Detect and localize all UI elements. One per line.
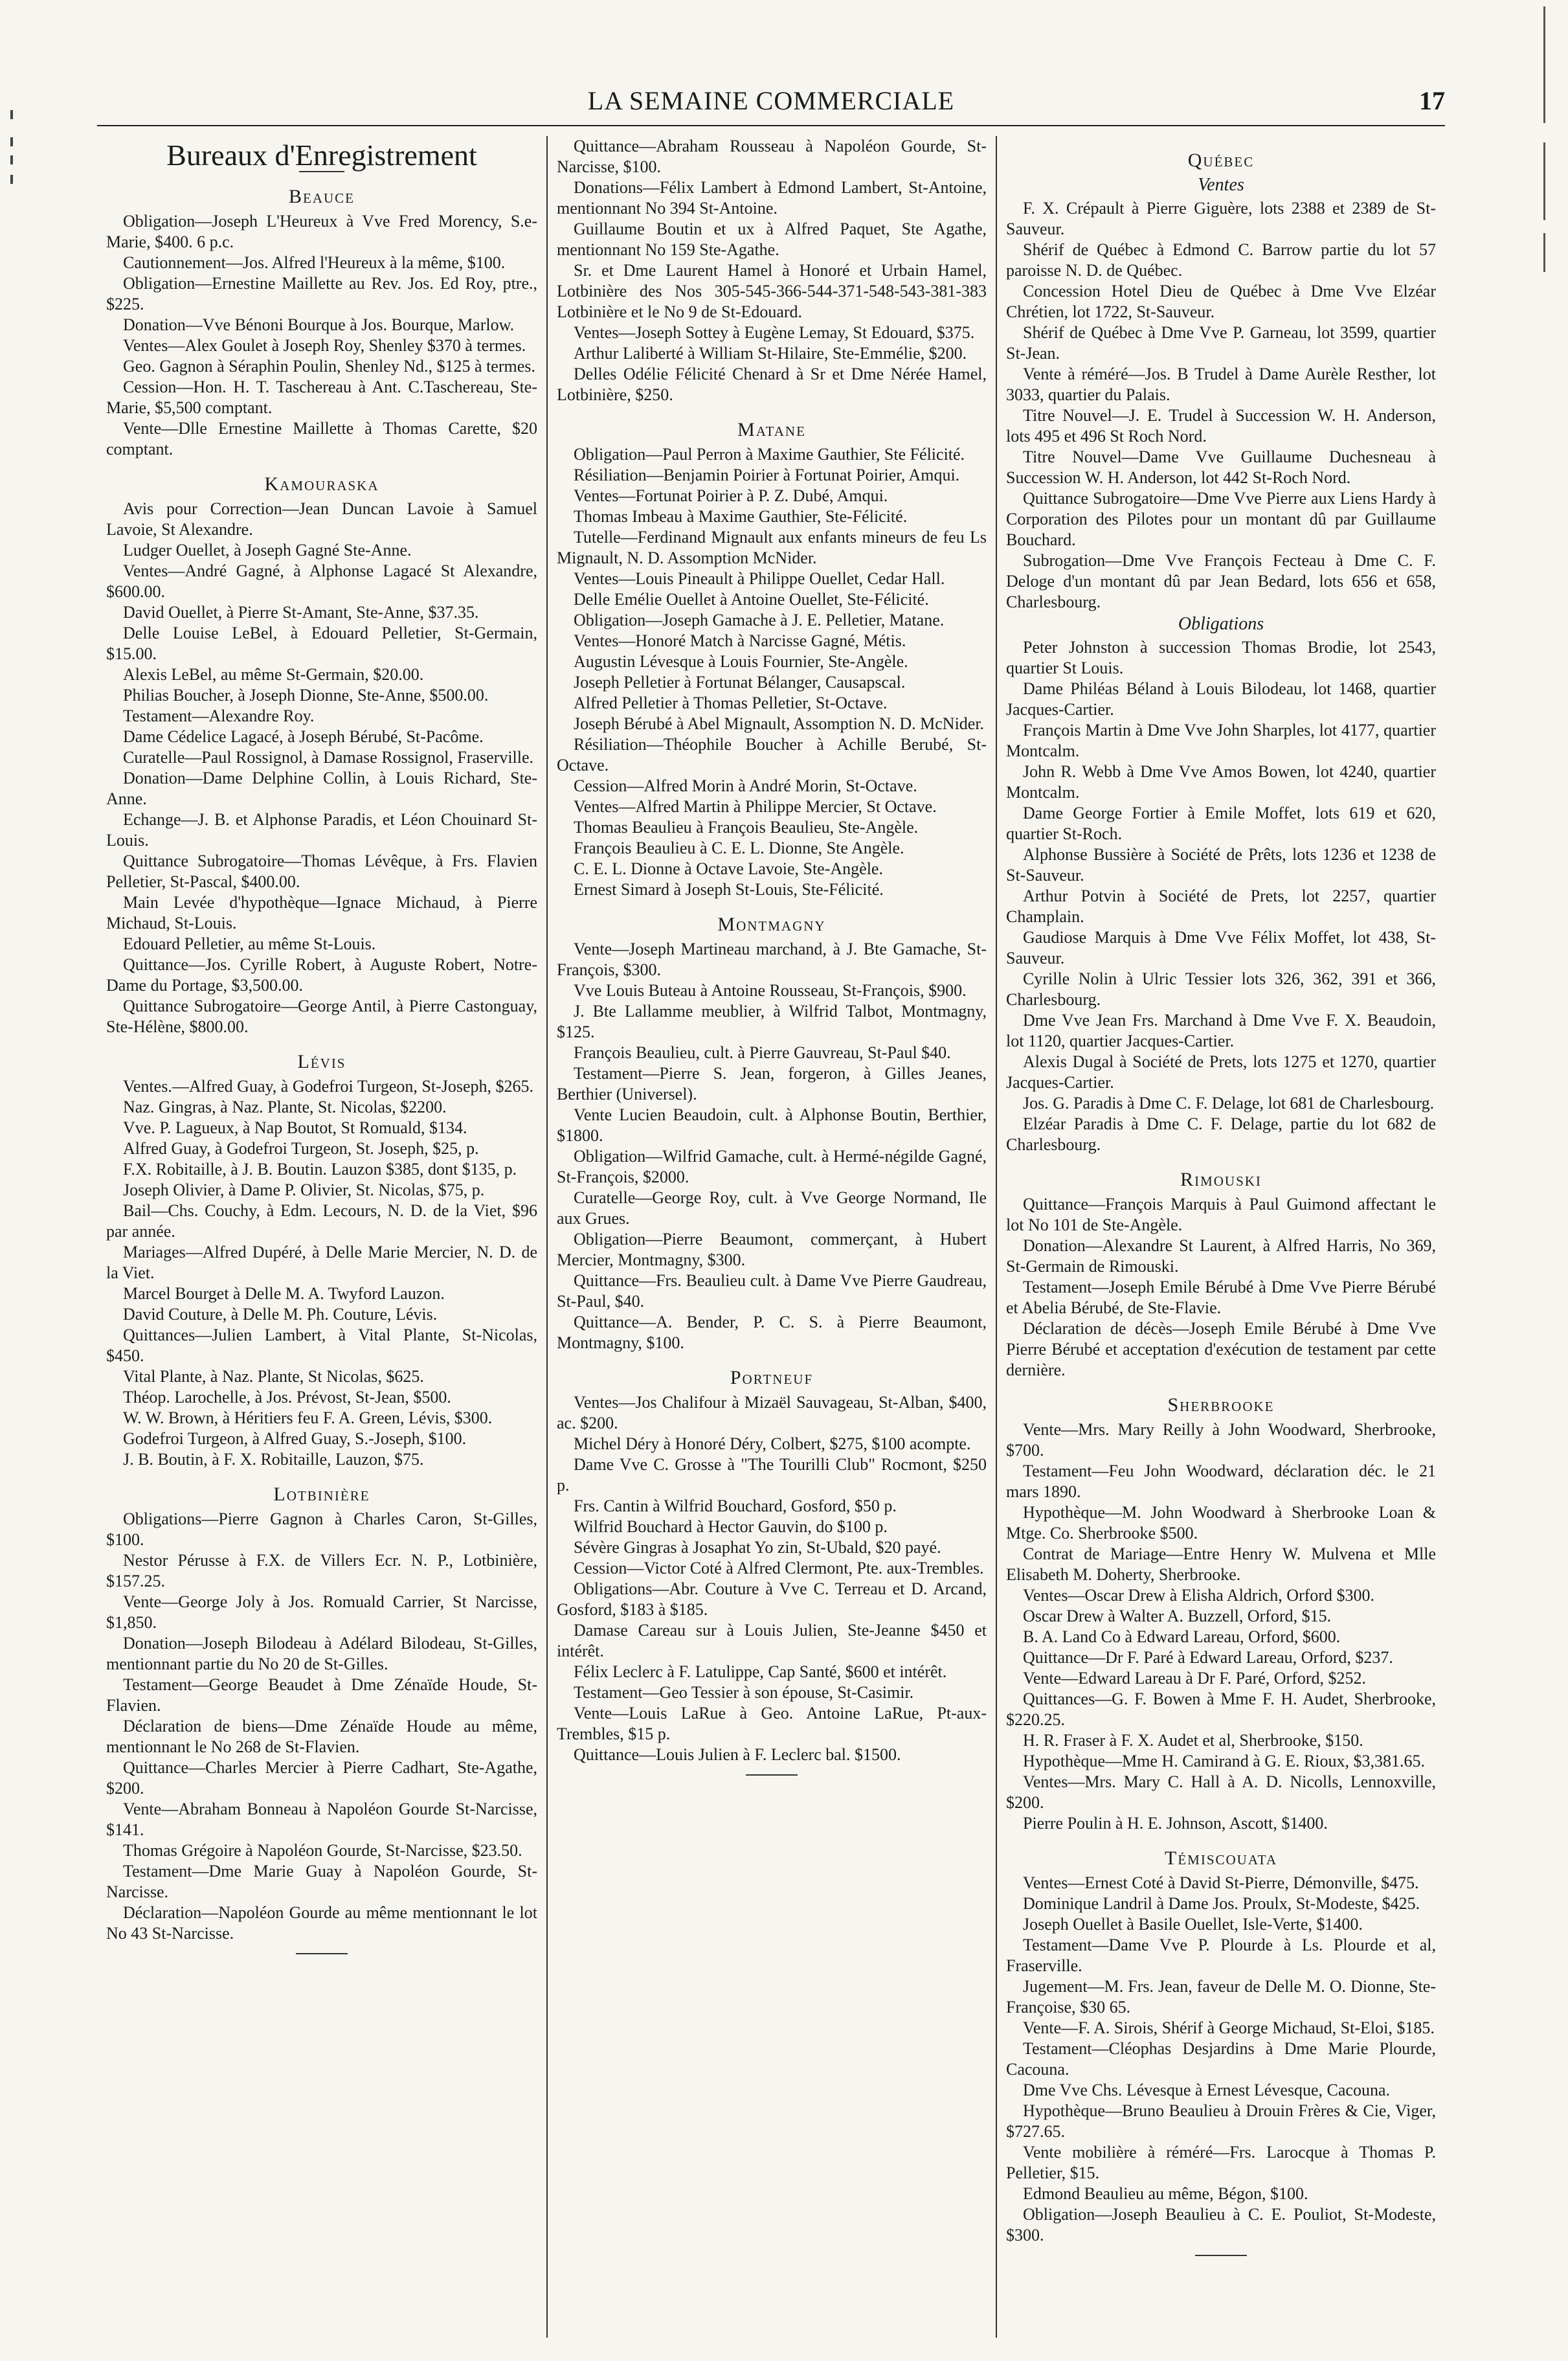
registry-entry: Testament—Joseph Emile Bérubé à Dme Vve Pierre Bérubé et Abelia Bérubé, de Ste-Flavie. bbox=[1006, 1278, 1436, 1317]
registry-entry: Vente—F. A. Sirois, Shérif à George Michaud, St-Eloi, $185. bbox=[1023, 2018, 1435, 2037]
registry-entry: Joseph Ouellet à Basile Ouellet, Isle-Verte, $1400. bbox=[1023, 1915, 1363, 1934]
registry-entry: Ludger Ouellet, à Joseph Gagné Ste-Anne. bbox=[123, 541, 412, 559]
registry-entry: Déclaration—Napoléon Gourde au même mentionnant le lot No 43 St-Narcisse. bbox=[106, 1903, 537, 1943]
registry-entry: Quittance—Frs. Beaulieu cult. à Dame Vve Pierre Gaudreau, St-Paul, $40. bbox=[557, 1271, 987, 1311]
registry-entry: Guillaume Boutin et ux à Alfred Paquet, Ste Agathe, mentionnant No 159 Ste-Agathe. bbox=[557, 220, 987, 259]
registry-entry: Ventes—Louis Pineault à Philippe Ouellet, Cedar Hall. bbox=[574, 569, 945, 588]
registry-entry: François Martin à Dme Vve John Sharples, lot 4177, quartier Montcalm. bbox=[1006, 721, 1436, 760]
registry-entry: Alexis LeBel, au même St-Germain, $20.00. bbox=[123, 665, 424, 684]
column-left bbox=[97, 136, 546, 2338]
registry-entry: Pierre Poulin à H. E. Johnson, Ascott, $1400. bbox=[1023, 1814, 1328, 1833]
registry-entry: Vente—George Joly à Jos. Romuald Carrier, St Narcisse, $1,850. bbox=[106, 1592, 537, 1632]
section-title: Beauce bbox=[288, 186, 355, 207]
registry-entry: Sévère Gingras à Josaphat Yo zin, St-Ubald, $20 payé. bbox=[574, 1538, 941, 1557]
registry-entry: Obligation—Paul Perron à Maxime Gauthier, Ste Félicité. bbox=[574, 445, 965, 464]
column-right bbox=[996, 136, 1445, 2338]
section-title: Montmagny bbox=[717, 914, 826, 935]
registry-entry: Hypothèque—M. John Woodward à Sherbrooke Loan & Mtge. Co. Sherbrooke $500. bbox=[1006, 1503, 1436, 1542]
column-end-rule bbox=[1195, 2255, 1247, 2256]
registry-entry: Dame Cédelice Lagacé, à Joseph Bérubé, St-Pacôme. bbox=[123, 727, 484, 746]
registry-entry: Curatelle—George Roy, cult. à Vve George Normand, Ile aux Grues. bbox=[557, 1188, 987, 1228]
section-title: Lévis bbox=[297, 1051, 346, 1072]
registry-entry: Obligation—Ernestine Maillette au Rev. Jos. Ed Roy, ptre., $225. bbox=[106, 274, 537, 313]
registry-entry: H. R. Fraser à F. X. Audet et al, Sherbrooke, $150. bbox=[1023, 1731, 1363, 1750]
registry-entry: John R. Webb à Dme Vve Amos Bowen, lot 4240, quartier Montcalm. bbox=[1006, 762, 1436, 802]
registry-entry: Joseph Pelletier à Fortunat Bélanger, Causapscal. bbox=[574, 673, 906, 692]
registry-entry: Dme Vve Chs. Lévesque à Ernest Lévesque, Cacouna. bbox=[1023, 2081, 1391, 2099]
registry-entry: Edouard Pelletier, au même St-Louis. bbox=[123, 934, 376, 953]
registry-entry: Déclaration de biens—Dme Zénaïde Houde au même, mentionnant le No 268 de St-Flavien. bbox=[106, 1717, 537, 1756]
registry-entry: Vente à réméré—Jos. B Trudel à Dame Aurèle Resther, lot 3033, quartier du Palais. bbox=[1006, 365, 1436, 404]
section-title: Lotbinière bbox=[273, 1484, 370, 1505]
registry-entry: Shérif de Québec à Edmond C. Barrow partie du lot 57 paroisse N. D. de Québec. bbox=[1006, 240, 1436, 280]
registry-entry: Dame Vve C. Grosse à "The Tourilli Club" Rocmont, $250 p. bbox=[557, 1455, 987, 1495]
registry-entry: Main Levée d'hypothèque—Ignace Michaud, à Pierre Michaud, St-Louis. bbox=[106, 893, 537, 932]
header-rule bbox=[97, 125, 1445, 126]
registry-entry: Arthur Laliberté à William St-Hilaire, Ste-Emmélie, $200. bbox=[574, 344, 967, 363]
registry-entry: Quittance—A. Bender, P. C. S. à Pierre Beaumont, Montmagny, $100. bbox=[557, 1313, 987, 1352]
registry-entry: Delle Emélie Ouellet à Antoine Ouellet, Ste-Félicité. bbox=[574, 590, 929, 609]
registry-entry: Ernest Simard à Joseph St-Louis, Ste-Félicité. bbox=[574, 880, 884, 899]
registry-entry: F.X. Robitaille, à J. B. Boutin. Lauzon $385, dont $135, p. bbox=[123, 1160, 517, 1179]
registry-entry: Obligations—Abr. Couture à Vve C. Terreau et D. Arcand, Gosford, $183 à $185. bbox=[557, 1579, 987, 1619]
registry-entry: Dame George Fortier à Emile Moffet, lots 619 et 620, quartier St-Roch. bbox=[1006, 804, 1436, 843]
registry-entry: Alfred Guay, à Godefroi Turgeon, St. Joseph, $25, p. bbox=[123, 1139, 479, 1158]
registry-entry: W. W. Brown, à Héritiers feu F. A. Green, Lévis, $300. bbox=[123, 1408, 493, 1427]
registry-entry: Cession—Hon. H. T. Taschereau à Ant. C.Taschereau, Ste-Marie, $5,500 comptant. bbox=[106, 378, 537, 417]
registry-entry: Vente mobilière à réméré—Frs. Larocque à Thomas P. Pelletier, $15. bbox=[1006, 2143, 1436, 2182]
registry-entry: Joseph Olivier, à Dame P. Olivier, St. Nicolas, $75, p. bbox=[123, 1180, 485, 1199]
columns-container bbox=[97, 136, 1445, 2338]
registry-entry: Oscar Drew à Walter A. Buzzell, Orford, $15. bbox=[1023, 1607, 1332, 1625]
registry-entry: Delle Louise LeBel, à Edouard Pelletier, St-Germain, $15.00. bbox=[106, 624, 537, 663]
registry-entry: Edmond Beaulieu au même, Bégon, $100. bbox=[1023, 2184, 1308, 2203]
registry-entry: Geo. Gagnon à Séraphin Poulin, Shenley Nd., $125 à termes. bbox=[123, 357, 535, 376]
registry-entry: Cession—Victor Coté à Alfred Clermont, Pte. aux-Trembles. bbox=[574, 1559, 984, 1577]
section-subtitle: Ventes bbox=[1198, 175, 1244, 195]
registry-entry: Alphonse Bussière à Société de Prêts, lots 1236 et 1238 de St-Sauveur. bbox=[1006, 845, 1436, 885]
section-title: Bureaux d'Enregistrement bbox=[166, 139, 477, 172]
registry-entry: Alfred Pelletier à Thomas Pelletier, St-Octave. bbox=[574, 694, 888, 712]
registry-entry: Shérif de Québec à Dme Vve P. Garneau, lot 3599, quartier St-Jean. bbox=[1006, 323, 1436, 363]
registry-entry: Dominique Landril à Dame Jos. Proulx, St-Modeste, $425. bbox=[1023, 1894, 1420, 1913]
registry-entry: Peter Johnston à succession Thomas Brodie, lot 2543, quartier St Louis. bbox=[1006, 638, 1436, 677]
registry-entry: Thomas Grégoire à Napoléon Gourde, St-Narcisse, $23.50. bbox=[123, 1841, 522, 1860]
registry-entry: Avis pour Correction—Jean Duncan Lavoie à Samuel Lavoie, St Alexandre. bbox=[106, 499, 537, 539]
section-title: Kamouraska bbox=[264, 473, 379, 495]
section-title: Témiscouata bbox=[1165, 1847, 1277, 1869]
registry-entry: Donation—Dame Delphine Collin, à Louis Richard, Ste-Anne. bbox=[106, 769, 537, 808]
registry-entry: Testament—Alexandre Roy. bbox=[123, 706, 315, 725]
registry-entry: Ventes—Honoré Match à Narcisse Gagné, Métis. bbox=[574, 631, 906, 650]
right-margin-scan-marks bbox=[1536, 0, 1562, 2361]
registry-entry: Quittance—François Marquis à Paul Guimond affectant le lot No 101 de Ste-Angèle. bbox=[1006, 1195, 1436, 1234]
registry-entry: Testament—Pierre S. Jean, forgeron, à Gilles Jeanes, Berthier (Universel). bbox=[557, 1064, 987, 1103]
section-title: Sherbrooke bbox=[1167, 1394, 1275, 1416]
registry-entry: Vente—Abraham Bonneau à Napoléon Gourde St-Narcisse, $141. bbox=[106, 1800, 537, 1839]
registry-entry: Ventes—Fortunat Poirier à P. Z. Dubé, Amqui. bbox=[574, 486, 888, 505]
registry-entry: Alexis Dugal à Société de Prets, lots 1275 et 1270, quartier Jacques-Cartier. bbox=[1006, 1052, 1436, 1092]
registry-entry: Joseph Bérubé à Abel Mignault, Assomption N. D. McNider. bbox=[574, 714, 985, 733]
registry-entry: Quittance Subrogatoire—George Antil, à Pierre Castonguay, Ste-Hélène, $800.00. bbox=[106, 997, 537, 1036]
section-title: Portneuf bbox=[730, 1367, 814, 1388]
registry-entry: François Beaulieu à C. E. L. Dionne, Ste Angèle. bbox=[574, 839, 904, 857]
registry-entry: Sr. et Dme Laurent Hamel à Honoré et Urbain Hamel, Lotbinière des Nos 305-545-366-544-371-548-543-381-383 Lotbinière et le No 9 de St-Edouard. bbox=[557, 261, 987, 321]
registry-entry: Contrat de Mariage—Entre Henry W. Mulvena et Mlle Elisabeth M. Doherty, Sherbrooke. bbox=[1006, 1544, 1436, 1584]
registry-entry: Ventes—Alfred Martin à Philippe Mercier, St Octave. bbox=[574, 797, 937, 816]
registry-entry: Déclaration de décès—Joseph Emile Bérubé à Dme Vve Pierre Bérubé et acceptation d'exécution de testament par cette dernière. bbox=[1006, 1319, 1436, 1379]
registry-entry: Ventes—Ernest Coté à David St-Pierre, Démonville, $475. bbox=[1023, 1873, 1419, 1892]
registry-entry: Concession Hotel Dieu de Québec à Dme Vve Elzéar Chrétien, lot 1722, St-Sauveur. bbox=[1006, 282, 1436, 321]
registry-entry: Titre Nouvel—J. E. Trudel à Succession W. H. Anderson, lots 495 et 496 St Roch Nord. bbox=[1006, 406, 1436, 446]
registry-entry: Testament—Cléophas Desjardins à Dme Marie Plourde, Cacouna. bbox=[1006, 2039, 1436, 2079]
registry-entry: Donation—Vve Bénoni Bourque à Jos. Bourque, Marlow. bbox=[123, 315, 515, 334]
registry-entry: Vente—Edward Lareau à Dr F. Paré, Orford, $252. bbox=[1023, 1669, 1367, 1688]
registry-entry: Vve Louis Buteau à Antoine Rousseau, St-François, $900. bbox=[574, 981, 967, 1000]
registry-entry: Augustin Lévesque à Louis Fournier, Ste-Angèle. bbox=[574, 652, 908, 671]
section-subtitle: Obligations bbox=[1178, 614, 1264, 634]
registry-entry: Ventes—Jos Chalifour à Mizaël Sauvageau, St-Alban, $400, ac. $200. bbox=[557, 1393, 987, 1432]
registry-entry: Quittance—Jos. Cyrille Robert, à Auguste Robert, Notre-Dame du Portage, $3,500.00. bbox=[106, 955, 537, 995]
registry-entry: Vital Plante, à Naz. Plante, St Nicolas, $625. bbox=[123, 1367, 424, 1386]
registry-entry: Obligations—Pierre Gagnon à Charles Caron, St-Gilles, $100. bbox=[106, 1509, 537, 1549]
page-number: 17 bbox=[1419, 86, 1445, 115]
registry-entry: Quittance—Charles Mercier à Pierre Cadhart, Ste-Agathe, $200. bbox=[106, 1758, 537, 1798]
registry-entry: Subrogation—Dme Vve François Fecteau à Dme C. F. Deloge d'un montant dû par Jean Bedard, lots 656 et 658, Charlesbourg. bbox=[1006, 551, 1436, 611]
registry-entry: Jugement—M. Frs. Jean, faveur de Delle M. O. Dionne, Ste-Françoise, $30 65. bbox=[1006, 1977, 1436, 2016]
registry-entry: Cession—Alfred Morin à André Morin, St-Octave. bbox=[574, 776, 917, 795]
registry-entry: Théop. Larochelle, à Jos. Prévost, St-Jean, $500. bbox=[123, 1388, 451, 1406]
registry-entry: Godefroi Turgeon, à Alfred Guay, S.-Joseph, $100. bbox=[123, 1429, 467, 1448]
section-title: Rimouski bbox=[1180, 1169, 1262, 1190]
column-end-rule bbox=[746, 1774, 798, 1776]
registry-entry: Ventes.—Alfred Guay, à Godefroi Turgeon, St-Joseph, $265. bbox=[123, 1077, 534, 1096]
registry-entry: Nestor Pérusse à F.X. de Villers Ecr. N. P., Lotbinière, $157.25. bbox=[106, 1551, 537, 1590]
registry-entry: Ventes—Alex Goulet à Joseph Roy, Shenley $370 à termes. bbox=[123, 336, 526, 355]
registry-entry: Delles Odélie Félicité Chenard à Sr et Dme Nérée Hamel, Lotbinière, $250. bbox=[557, 365, 987, 404]
registry-entry: Titre Nouvel—Dame Vve Guillaume Duchesneau à Succession W. H. Anderson, lot 442 St-Roch Nord. bbox=[1006, 447, 1436, 487]
registry-entry: Donations—Félix Lambert à Edmond Lambert, St-Antoine, mentionnant No 394 St-Antoine. bbox=[557, 178, 987, 218]
registry-entry: Cyrille Nolin à Ulric Tessier lots 326, 362, 391 et 366, Charlesbourg. bbox=[1006, 969, 1436, 1009]
registry-entry: Ventes—Oscar Drew à Elisha Aldrich, Orford $300. bbox=[1023, 1586, 1374, 1605]
section-title: Québec bbox=[1187, 150, 1255, 171]
registry-entry: Quittance—Dr F. Paré à Edward Lareau, Orford, $237. bbox=[1023, 1648, 1393, 1667]
registry-entry: Obligation—Joseph Beaulieu à C. E. Pouliot, St-Modeste, $300. bbox=[1006, 2205, 1436, 2244]
registry-entry: Résiliation—Théophile Boucher à Achille Berubé, St-Octave. bbox=[557, 735, 987, 774]
registry-entry: Ventes—Joseph Sottey à Eugène Lemay, St Edouard, $375. bbox=[574, 323, 975, 342]
registry-entry: Quittance—Abraham Rousseau à Napoléon Gourde, St-Narcisse, $100. bbox=[557, 137, 987, 176]
journal-title: LA SEMAINE COMMERCIALE bbox=[587, 86, 955, 115]
registry-entry: Thomas Imbeau à Maxime Gauthier, Ste-Félicité. bbox=[574, 507, 908, 526]
registry-entry: Dame Philéas Béland à Louis Bilodeau, lot 1468, quartier Jacques-Cartier. bbox=[1006, 679, 1436, 719]
registry-entry: Résiliation—Benjamin Poirier à Fortunat Poirier, Amqui. bbox=[574, 466, 960, 484]
registry-entry: Quittance—Louis Julien à F. Leclerc bal. $1500. bbox=[574, 1745, 901, 1764]
registry-entry: Frs. Cantin à Wilfrid Bouchard, Gosford, $50 p. bbox=[574, 1497, 897, 1515]
registry-entry: Marcel Bourget à Delle M. A. Twyford Lauzon. bbox=[123, 1284, 445, 1303]
registry-entry: J. B. Boutin, à F. X. Robitaille, Lauzon, $75. bbox=[123, 1450, 424, 1469]
registry-entry: Wilfrid Bouchard à Hector Gauvin, do $100 p. bbox=[574, 1517, 888, 1536]
registry-entry: Félix Leclerc à F. Latulippe, Cap Santé, $600 et intérêt. bbox=[574, 1662, 947, 1681]
registry-entry: Vente Lucien Beaudoin, cult. à Alphonse Boutin, Berthier, $1800. bbox=[557, 1105, 987, 1145]
registry-entry: Arthur Potvin à Société de Prets, lot 2257, quartier Champlain. bbox=[1006, 887, 1436, 926]
registry-entry: Mariages—Alfred Dupéré, à Delle Marie Mercier, N. D. de la Viet. bbox=[106, 1243, 537, 1282]
registry-entry: Philias Boucher, à Joseph Dionne, Ste-Anne, $500.00. bbox=[123, 686, 489, 705]
registry-entry: Donation—Joseph Bilodeau à Adélard Bilodeau, St-Gilles, mentionnant partie du No 20 de St-Gilles. bbox=[106, 1634, 537, 1673]
column-end-rule bbox=[296, 1953, 348, 1954]
registry-entry: Vente—Louis LaRue à Geo. Antoine LaRue, Pt-aux-Trembles, $15 p. bbox=[557, 1704, 987, 1743]
registry-entry: Hypothèque—Mme H. Camirand à G. E. Rioux, $3,381.65. bbox=[1023, 1752, 1426, 1770]
registry-entry: Naz. Gingras, à Naz. Plante, St. Nicolas, $2200. bbox=[123, 1098, 447, 1116]
registry-entry: Hypothèque—Bruno Beaulieu à Drouin Frères & Cie, Viger, $727.65. bbox=[1006, 2101, 1436, 2141]
registry-entry: Elzéar Paradis à Dme C. F. Delage, partie du lot 682 de Charlesbourg. bbox=[1006, 1114, 1436, 1154]
registry-entry: Testament—Feu John Woodward, déclaration déc. le 21 mars 1890. bbox=[1006, 1462, 1436, 1501]
registry-entry: Thomas Beaulieu à François Beaulieu, Ste-Angèle. bbox=[574, 818, 919, 837]
registry-entry: Quittance Subrogatoire—Thomas Lévêque, à Frs. Flavien Pelletier, St-Pascal, $400.00. bbox=[106, 852, 537, 891]
registry-entry: Vente—Dlle Ernestine Maillette à Thomas Carette, $20 comptant. bbox=[106, 419, 537, 458]
registry-entry: François Beaulieu, cult. à Pierre Gauvreau, St-Paul $40. bbox=[574, 1043, 951, 1062]
registry-entry: Curatelle—Paul Rossignol, à Damase Rossignol, Fraserville. bbox=[123, 748, 534, 767]
registry-entry: Obligation—Joseph L'Heureux à Vve Fred Morency, S.e-Marie, $400. 6 p.c. bbox=[106, 212, 537, 251]
registry-entry: Cautionnement—Jos. Alfred l'Heureux à la même, $100. bbox=[123, 253, 506, 272]
registry-entry: Vente—Mrs. Mary Reilly à John Woodward, Sherbrooke, $700. bbox=[1006, 1420, 1436, 1460]
registry-entry: Vente—Joseph Martineau marchand, à J. Bte Gamache, St-François, $300. bbox=[557, 940, 987, 979]
registry-entry: Ventes—André Gagné, à Alphonse Lagacé St Alexandre, $600.00. bbox=[106, 561, 537, 601]
registry-entry: David Ouellet, à Pierre St-Amant, Ste-Anne, $37.35. bbox=[123, 603, 479, 622]
registry-entry: Jos. G. Paradis à Dme C. F. Delage, lot 681 de Charlesbourg. bbox=[1023, 1094, 1435, 1113]
page-header bbox=[97, 85, 1445, 124]
registry-entry: Donation—Alexandre St Laurent, à Alfred Harris, No 369, St-Germain de Rimouski. bbox=[1006, 1236, 1436, 1276]
registry-entry: Testament—Geo Tessier à son épouse, St-Casimir. bbox=[574, 1683, 914, 1702]
registry-entry: Gaudiose Marquis à Dme Vve Félix Moffet, lot 438, St-Sauveur. bbox=[1006, 928, 1436, 967]
section-title: Matane bbox=[737, 419, 806, 440]
column-middle bbox=[546, 136, 996, 2338]
registry-entry: Dme Vve Jean Frs. Marchand à Dme Vve F. X. Beaudoin, lot 1120, quartier Jacques-Cartier. bbox=[1006, 1011, 1436, 1050]
registry-entry: F. X. Crépault à Pierre Giguère, lots 2388 et 2389 de St-Sauveur. bbox=[1006, 199, 1436, 238]
registry-entry: Quittances—G. F. Bowen à Mme F. H. Audet, Sherbrooke, $220.25. bbox=[1006, 1689, 1436, 1729]
registry-entry: Obligation—Joseph Gamache à J. E. Pelletier, Matane. bbox=[574, 611, 945, 629]
registry-entry: Damase Careau sur à Louis Julien, Ste-Jeanne $450 et intérêt. bbox=[557, 1621, 987, 1660]
registry-entry: B. A. Land Co à Edward Lareau, Orford, $600. bbox=[1023, 1627, 1341, 1646]
registry-entry: Obligation—Pierre Beaumont, commerçant, à Hubert Mercier, Montmagny, $300. bbox=[557, 1230, 987, 1269]
registry-entry: Testament—George Beaudet à Dme Zénaïde Houde, St-Flavien. bbox=[106, 1675, 537, 1715]
registry-entry: C. E. L. Dionne à Octave Lavoie, Ste-Angèle. bbox=[574, 859, 883, 878]
registry-entry: Michel Déry à Honoré Déry, Colbert, $275, $100 acompte. bbox=[574, 1434, 971, 1453]
registry-entry: Quittances—Julien Lambert, à Vital Plante, St-Nicolas, $450. bbox=[106, 1326, 537, 1365]
registry-entry: Ventes—Mrs. Mary C. Hall à A. D. Nicolls, Lennoxville, $200. bbox=[1006, 1772, 1436, 1812]
registry-entry: David Couture, à Delle M. Ph. Couture, Lévis. bbox=[123, 1305, 438, 1324]
registry-entry: Obligation—Wilfrid Gamache, cult. à Hermé-négilde Gagné, St-François, $2000. bbox=[557, 1147, 987, 1186]
registry-entry: Bail—Chs. Couchy, à Edm. Lecours, N. D. de la Viet, $96 par année. bbox=[106, 1201, 537, 1241]
registry-entry: Tutelle—Ferdinand Mignault aux enfants mineurs de feu Ls Mignault, N. D. Assomption McNider. bbox=[557, 528, 987, 567]
registry-entry: Testament—Dame Vve P. Plourde à Ls. Plourde et al, Fraserville. bbox=[1006, 1936, 1436, 1975]
registry-entry: Vve. P. Lagueux, à Nap Boutot, St Romuald, $134. bbox=[123, 1118, 467, 1137]
registry-entry: Echange—J. B. et Alphonse Paradis, et Léon Chouinard St-Louis. bbox=[106, 810, 537, 850]
registry-entry: Testament—Dme Marie Guay à Napoléon Gourde, St-Narcisse. bbox=[106, 1862, 537, 1901]
registry-entry: Quittance Subrogatoire—Dme Vve Pierre aux Liens Hardy à Corporation des Pilotes pour un montant dû par Guillaume Bouchard. bbox=[1006, 489, 1436, 549]
registry-entry: J. Bte Lallamme meublier, à Wilfrid Talbot, Montmagny, $125. bbox=[557, 1002, 987, 1041]
